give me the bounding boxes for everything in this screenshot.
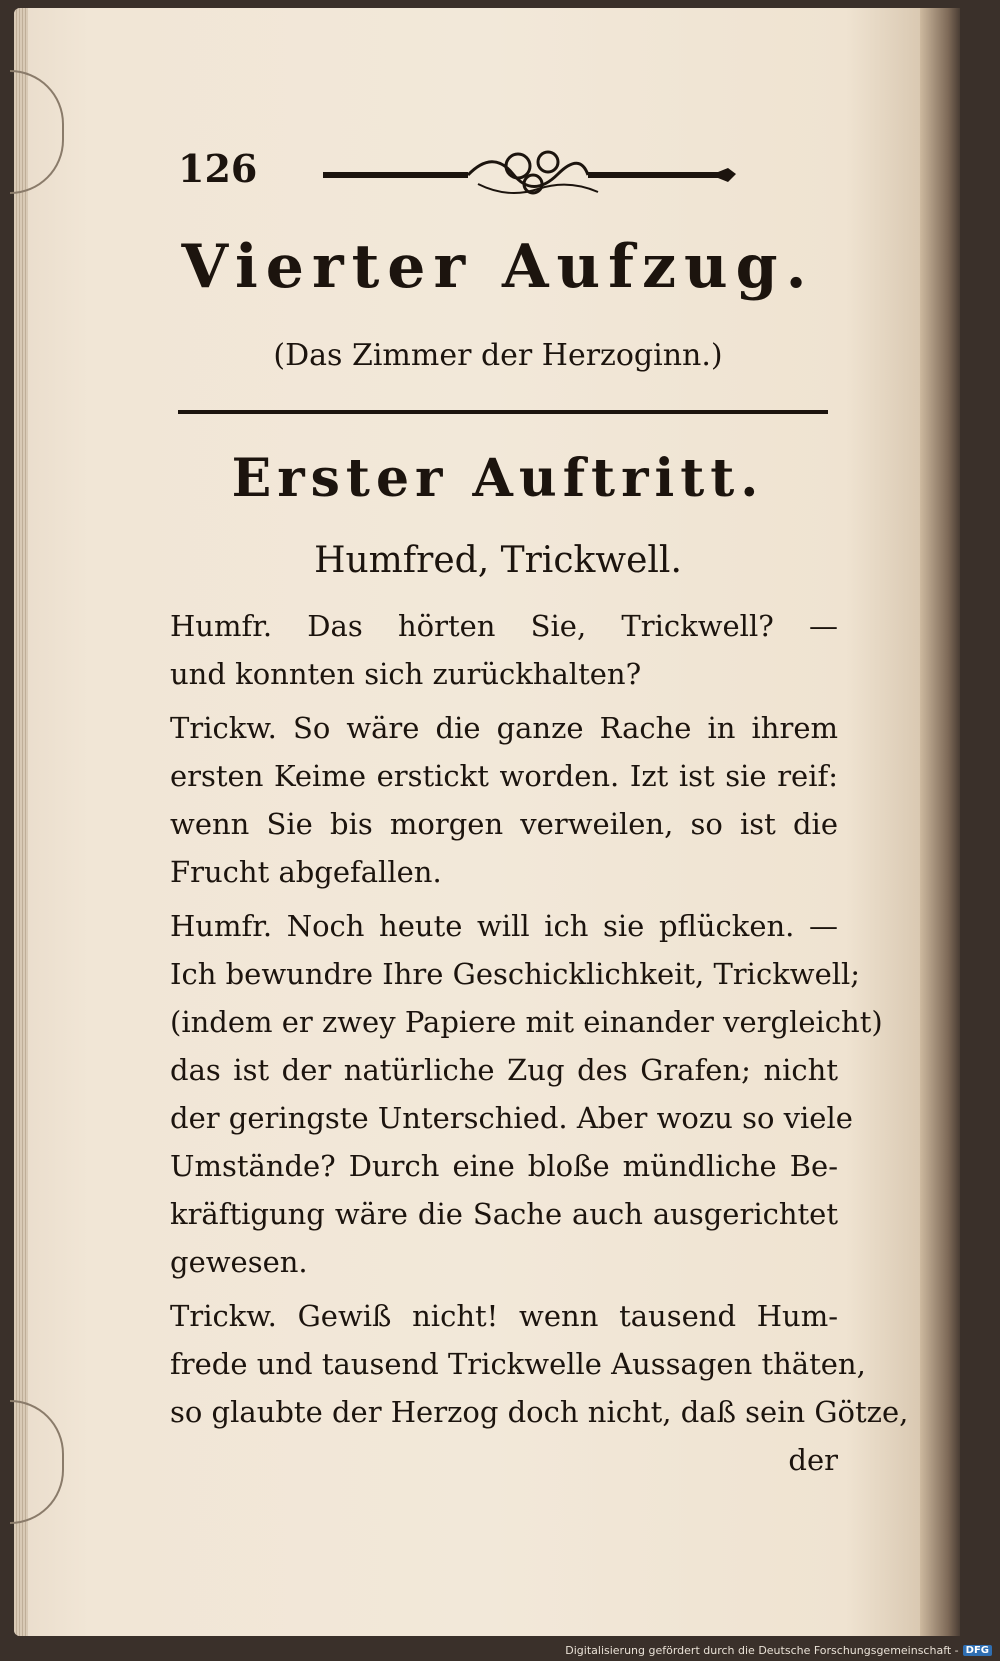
text-line: der geringste Unterschied. Aber wozu so viele (170, 1101, 853, 1135)
scene-persons: Humfred, Trickwell. (314, 540, 682, 581)
text-line: Frucht abgefallen. (170, 855, 442, 889)
scene-title: Erster Auftritt. (231, 448, 765, 509)
text-line: gewesen. (170, 1245, 308, 1279)
text-line: Humfr. Noch heute will ich sie pflücken. — (170, 909, 838, 943)
page-number: 126 (178, 146, 258, 191)
text-line: so glaubte der Herzog doch nicht, daß sein Götze, (170, 1395, 909, 1429)
text-line: Humfr. Das hörten Sie, Trickwell? — (170, 609, 838, 643)
text-body (170, 602, 909, 1484)
act-subtitle: (Das Zimmer der Herzoginn.) (273, 338, 723, 373)
text-line: wenn Sie bis morgen verweilen, so ist die (170, 807, 838, 841)
text-line: und konnten sich zurückhalten? (170, 657, 642, 691)
digitization-credit (565, 1644, 992, 1657)
book-spine (920, 8, 960, 1636)
ornament-icon (318, 144, 738, 204)
text-line: Trickw. So wäre die ganze Rache in ihrem (170, 711, 838, 745)
clip-ring-top (10, 70, 64, 194)
text-line: das ist der natürliche Zug des Grafen; nicht (170, 1053, 838, 1087)
catchword: der (788, 1443, 838, 1477)
page-header (178, 140, 818, 210)
text-line: frede und tausend Trickwelle Aussagen thäten, (170, 1347, 866, 1381)
text-line: ersten Keime erstickt worden. Izt ist sie reif: (170, 759, 838, 793)
text-line: (indem er zwey Papiere mit einander vergleicht) (170, 1005, 883, 1039)
divider-rule (178, 410, 828, 414)
text-line: kräftigung wäre die Sache auch ausgerichtet (170, 1197, 838, 1231)
clip-ring-bottom (10, 1400, 64, 1524)
dfg-logo: DFG (963, 1645, 992, 1656)
act-title: Vierter Aufzug. (181, 232, 815, 302)
page-stack-edge (14, 8, 28, 1636)
text-line: Ich bewundre Ihre Geschicklichkeit, Trickwell; (170, 957, 861, 991)
credit-text: Digitalisierung gefördert durch die Deutsche Forschungsgemeinschaft - (565, 1644, 959, 1657)
text-line: Umstände? Durch eine bloße mündliche Be- (170, 1149, 838, 1183)
text-line: Trickw. Gewiß nicht! wenn tausend Hum- (170, 1299, 838, 1333)
